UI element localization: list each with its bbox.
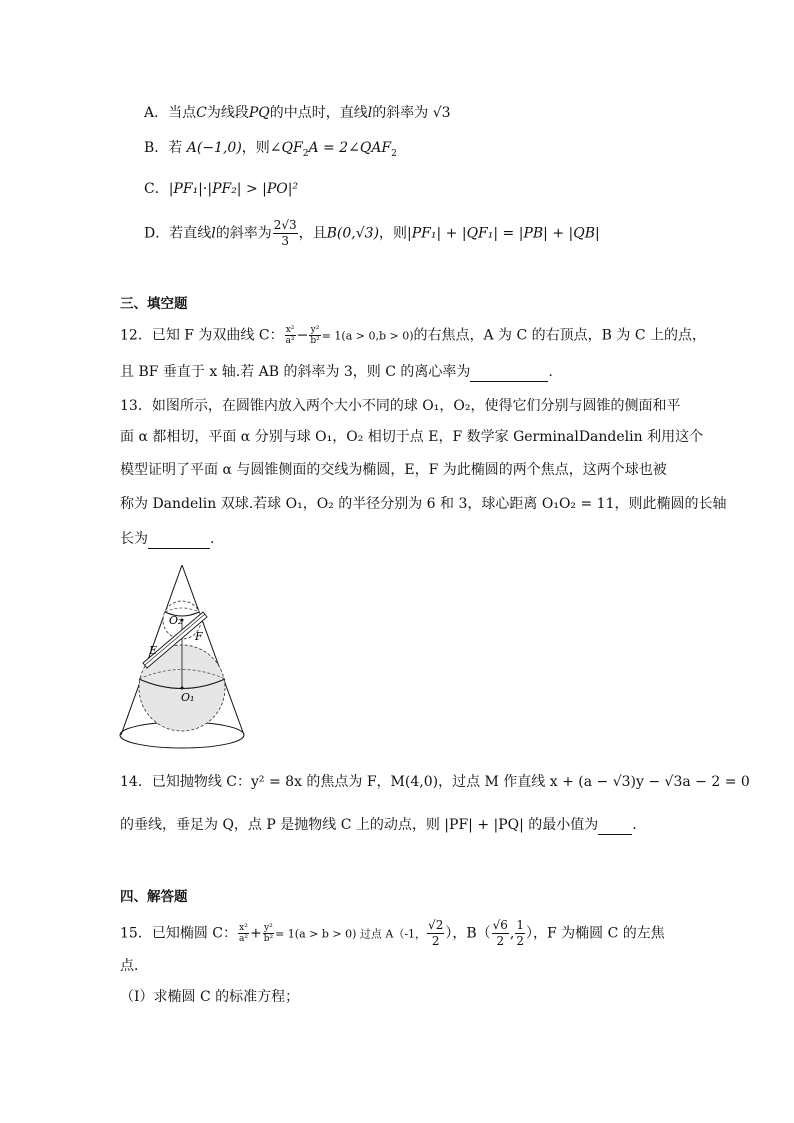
q13-line2: 面 α 都相切，平面 α 分别与球 O₁，O₂ 相切于点 E，F 数学家 GerminalDandelin 利用这个 [120,429,704,445]
section-title-solve: 四、解答题 [120,889,188,905]
q15-part1: （Ⅰ）求椭圆 C 的标准方程； [120,989,300,1005]
q12-line1: 12．已知 F 为双曲线 C： $\frac{\text{x²}}{\text{a²}}$ − $\frac{\text{y²}}{\text{b²}}$ = 1(a > 0,b > 0)的右焦点，A 为 C 的右顶点，B 为 C 上的点， [120,325,707,346]
q13-line1: 13．如图所示，在圆锥内放入两个大小不同的球 O₁，O₂，使得它们分别与圆锥的侧面和平 [120,398,681,414]
label-e: E [149,644,158,657]
q12-answer-blank[interactable] [470,365,548,382]
option-b: B．若 A(−1,0)，则$\angle QF_2A$ = $2\angle QAF_2$ [144,140,397,159]
option-d: D．若直线l的斜率为 $\frac{2√3}{3}$ ，且B(0,√3)，则|PF₁| + |QF₁| = |PB| + |QB| [144,218,600,248]
label-o1: O₁ [181,691,195,704]
q13-line4: 称为 Dandelin 双球.若球 O₁，O₂ 的半径分别为 6 和 3，球心距离 O₁O₂ = 11，则此椭圆的长轴 [120,496,727,512]
label-f: F [195,630,203,643]
option-a-label: A． [144,105,169,121]
q15-line2: 点． [120,958,148,974]
point-o1 [181,687,184,690]
q14-line2: 的垂线，垂足为 Q，点 P 是抛物线 C 上的动点，则 |PF| + |PQ| 的最小值为 . [120,817,637,833]
q13-line5: 长为 . [120,531,215,547]
q13-answer-blank[interactable] [148,532,210,549]
label-o2: O₂ [169,614,183,627]
q14-answer-blank[interactable] [598,818,632,835]
option-a: A．当点C为线段PQ的中点时，直线l的斜率为 √3 [144,105,451,121]
q14-line1: 14．已知抛物线 C：y² = 8x 的焦点为 F，M(4,0)，过点 M 作直线 x + (a − √3)y − √3a − 2 = 0 [120,774,750,790]
section-title-fill-blank: 三、填空题 [120,296,188,312]
dandelin-cone-figure [115,560,255,755]
q12-line2: 且 BF 垂直于 x 轴.若 AB 的斜率为 3，则 C 的离心率为 . [120,364,553,380]
q15-line1: 15．已知椭圆 C： $\frac{\text{x²}}{\text{a²}}$ + $\frac{\text{y²}}{\text{b²}}$ = 1(a > b > 0) 过点 A（-1， $\frac{√2}{2}$ ），B（ $\frac{√6}{2}$ , $\frac{1}{2}$ ），F 为椭圆 C 的左焦 [120,918,665,948]
slope-fraction: $\frac{2√3}{3}$ [273,218,297,248]
option-c: C．|PF₁|·|PF₂| > |PO|² [144,181,299,197]
q13-line3: 模型证明了平面 α 与圆锥侧面的交线为椭圆，E，F 为此椭圆的两个焦点，这两个球也被 [120,462,667,478]
